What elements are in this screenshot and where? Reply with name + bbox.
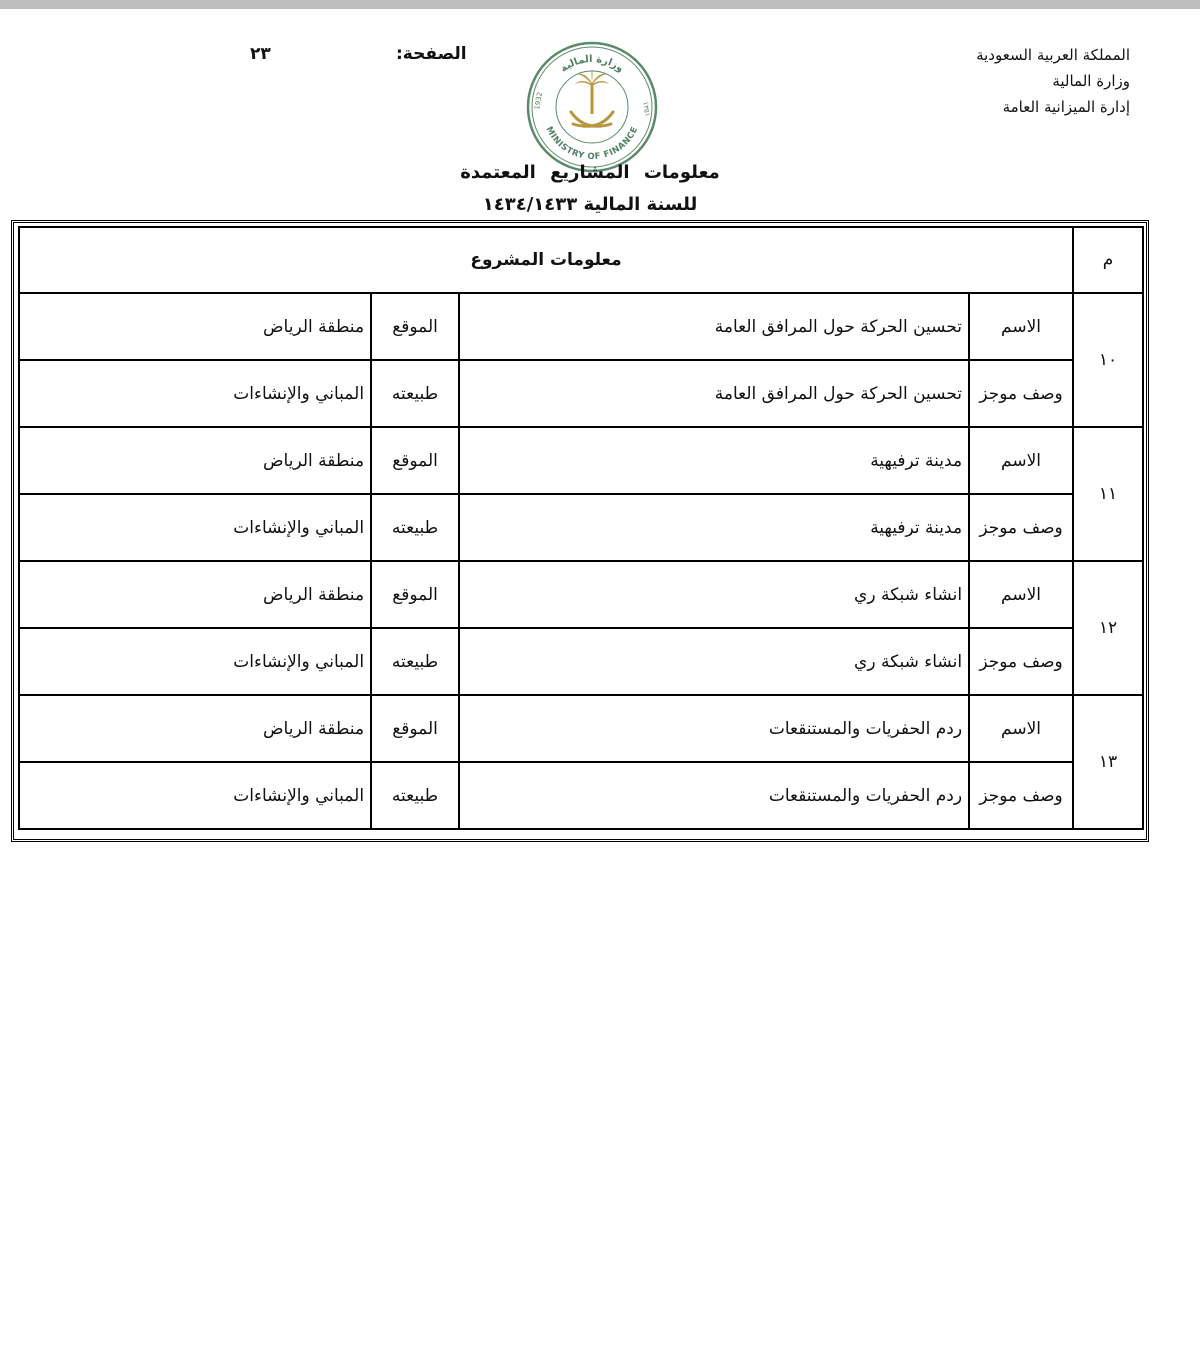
top-border-bar [0,0,1200,9]
location-label: الموقع [371,293,459,360]
table-row [19,293,1143,360]
project-description: تحسين الحركة حول المرافق العامة [459,360,969,427]
description-label: وصف موجز [969,762,1073,829]
type-label: طبيعته [371,494,459,561]
table-row [19,628,1143,695]
seal-year-right: ١٣٥١ [641,100,652,118]
column-header-m: م [1073,227,1143,293]
table-row [19,561,1143,628]
ministry-of-finance-seal-icon [525,40,659,174]
location-label: الموقع [371,695,459,762]
project-type: المباني والإنشاءات [19,494,371,561]
type-label: طبيعته [371,628,459,695]
project-name: انشاء شبكة ري [459,561,969,628]
project-description: مدينة ترفيهية [459,494,969,561]
project-name: تحسين الحركة حول المرافق العامة [459,293,969,360]
project-location: منطقة الرياض [19,561,371,628]
type-label: طبيعته [371,360,459,427]
project-type: المباني والإنشاءات [19,762,371,829]
org-line-kingdom: المملكة العربية السعودية [976,46,1130,64]
project-type: المباني والإنشاءات [19,628,371,695]
project-number: ١١ [1073,427,1143,561]
seal-year-left: 1932 [533,91,545,111]
project-name: مدينة ترفيهية [459,427,969,494]
project-type: المباني والإنشاءات [19,360,371,427]
project-location: منطقة الرياض [19,427,371,494]
org-line-ministry: وزارة المالية [1052,72,1130,90]
description-label: وصف موجز [969,360,1073,427]
description-label: وصف موجز [969,494,1073,561]
name-label: الاسم [969,427,1073,494]
project-number: ١٠ [1073,293,1143,427]
project-name: ردم الحفريات والمستنقعات [459,695,969,762]
table-header-row [19,227,1143,293]
table-row [19,494,1143,561]
table-row [19,427,1143,494]
project-location: منطقة الرياض [19,293,371,360]
description-label: وصف موجز [969,628,1073,695]
table-row [19,762,1143,829]
document-title: معلومات المشاريع المعتمدة [460,162,720,183]
organization-header [870,42,1130,120]
page-number: ٢٣ [250,44,271,64]
project-number: ١٣ [1073,695,1143,829]
projects-table [18,226,1144,830]
location-label: الموقع [371,427,459,494]
page-label: الصفحة: [396,44,467,64]
type-label: طبيعته [371,762,459,829]
column-header-project-info: معلومات المشروع [19,227,1073,293]
project-number: ١٢ [1073,561,1143,695]
seal-english-text: MINISTRY OF FINANCE [543,125,641,163]
name-label: الاسم [969,695,1073,762]
project-location: منطقة الرياض [19,695,371,762]
name-label: الاسم [969,293,1073,360]
table-row [19,360,1143,427]
fiscal-year-subtitle: للسنة المالية ١٤٣٤/١٤٣٣ [482,194,698,215]
org-line-department: إدارة الميزانية العامة [1002,98,1130,116]
project-description: انشاء شبكة ري [459,628,969,695]
seal-arabic-text: وزارة المالية [558,53,626,75]
name-label: الاسم [969,561,1073,628]
project-description: ردم الحفريات والمستنقعات [459,762,969,829]
location-label: الموقع [371,561,459,628]
table-row [19,695,1143,762]
